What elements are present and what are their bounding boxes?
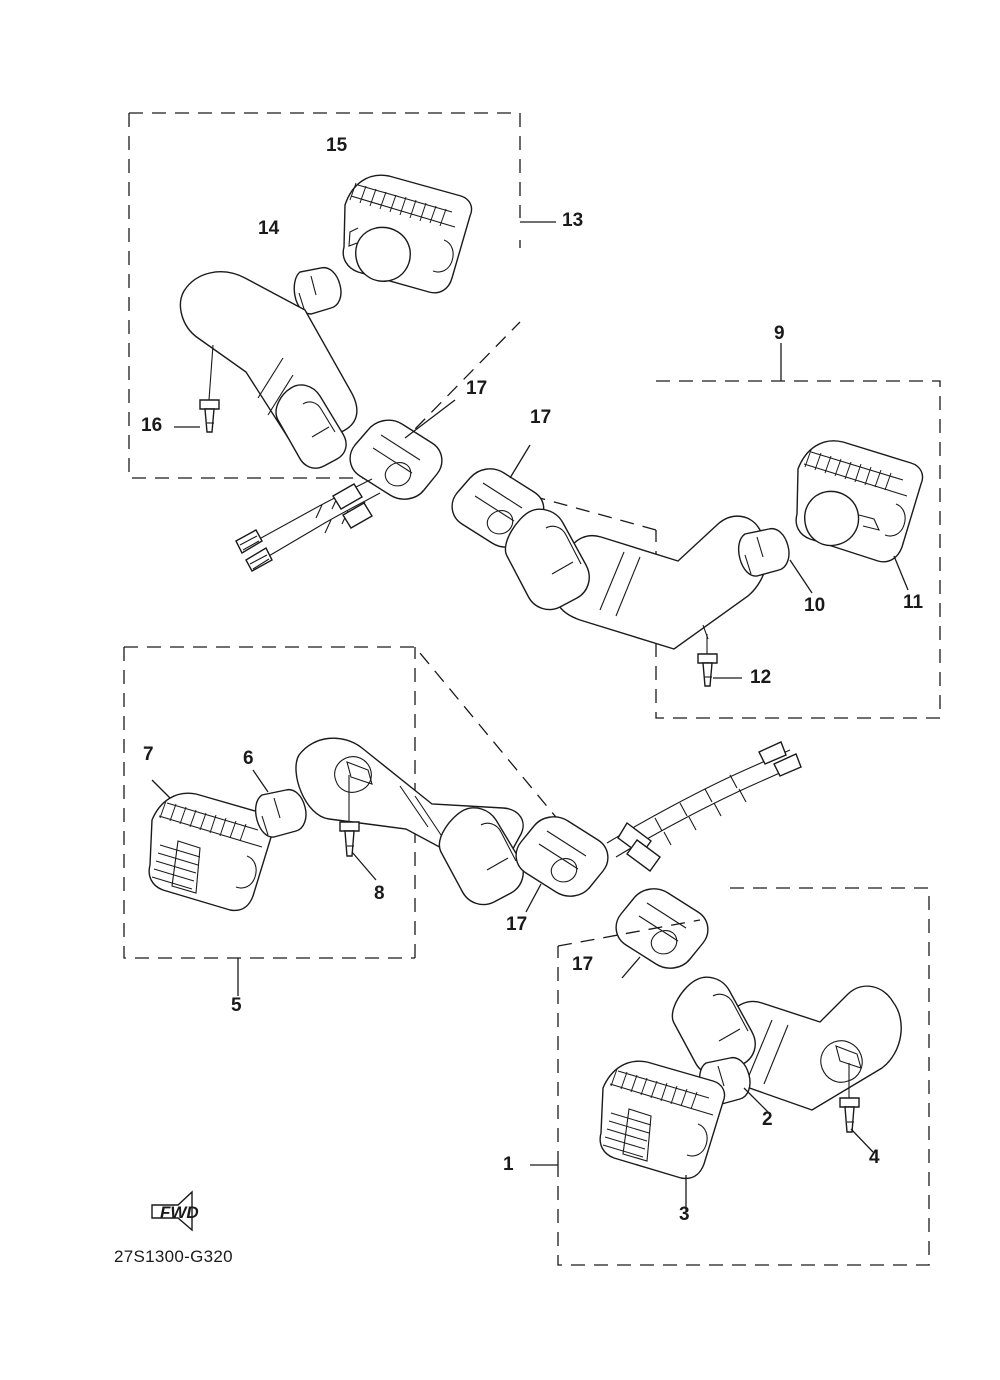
part-5-signal-body [296,738,523,904]
callout-17-a: 17 [466,378,488,399]
callout-15: 15 [326,135,348,156]
callout-4: 4 [869,1147,880,1168]
callout-17-b: 17 [530,407,552,428]
part-11-lens [796,441,922,562]
callout-3: 3 [679,1204,690,1225]
part-17-bracket-c [516,817,608,896]
part-9-signal-body [505,509,767,649]
part-17-bracket-d [616,889,708,968]
fwd-label: FWD [160,1203,199,1222]
part-3-lens [600,1061,724,1178]
callout-9: 9 [774,323,785,344]
part-15-lens [343,175,471,293]
callout-14: 14 [258,218,280,239]
callout-13: 13 [562,210,584,231]
callout-10: 10 [804,595,826,616]
part-16-screw [200,345,219,432]
callout-5: 5 [231,995,242,1016]
callout-6: 6 [243,748,254,769]
part-6-bulb [256,790,306,837]
callout-16: 16 [141,415,163,436]
part-10-bulb [739,529,789,576]
part-17-bracket-a [350,420,442,499]
wire-harness-upper-left [236,479,380,571]
callout-2: 2 [762,1109,773,1130]
wire-harness-lower-right [607,742,801,871]
callout-1: 1 [503,1154,514,1175]
callout-8: 8 [374,883,385,904]
part-7-lens [149,793,273,910]
callout-11: 11 [903,592,924,613]
callout-7: 7 [143,744,154,765]
part-code-label: 27S1300-G320 [114,1247,233,1266]
callout-17-c: 17 [506,914,528,935]
part-14-bulb [294,268,341,314]
callout-17-d: 17 [572,954,594,975]
callout-12: 12 [750,667,772,688]
